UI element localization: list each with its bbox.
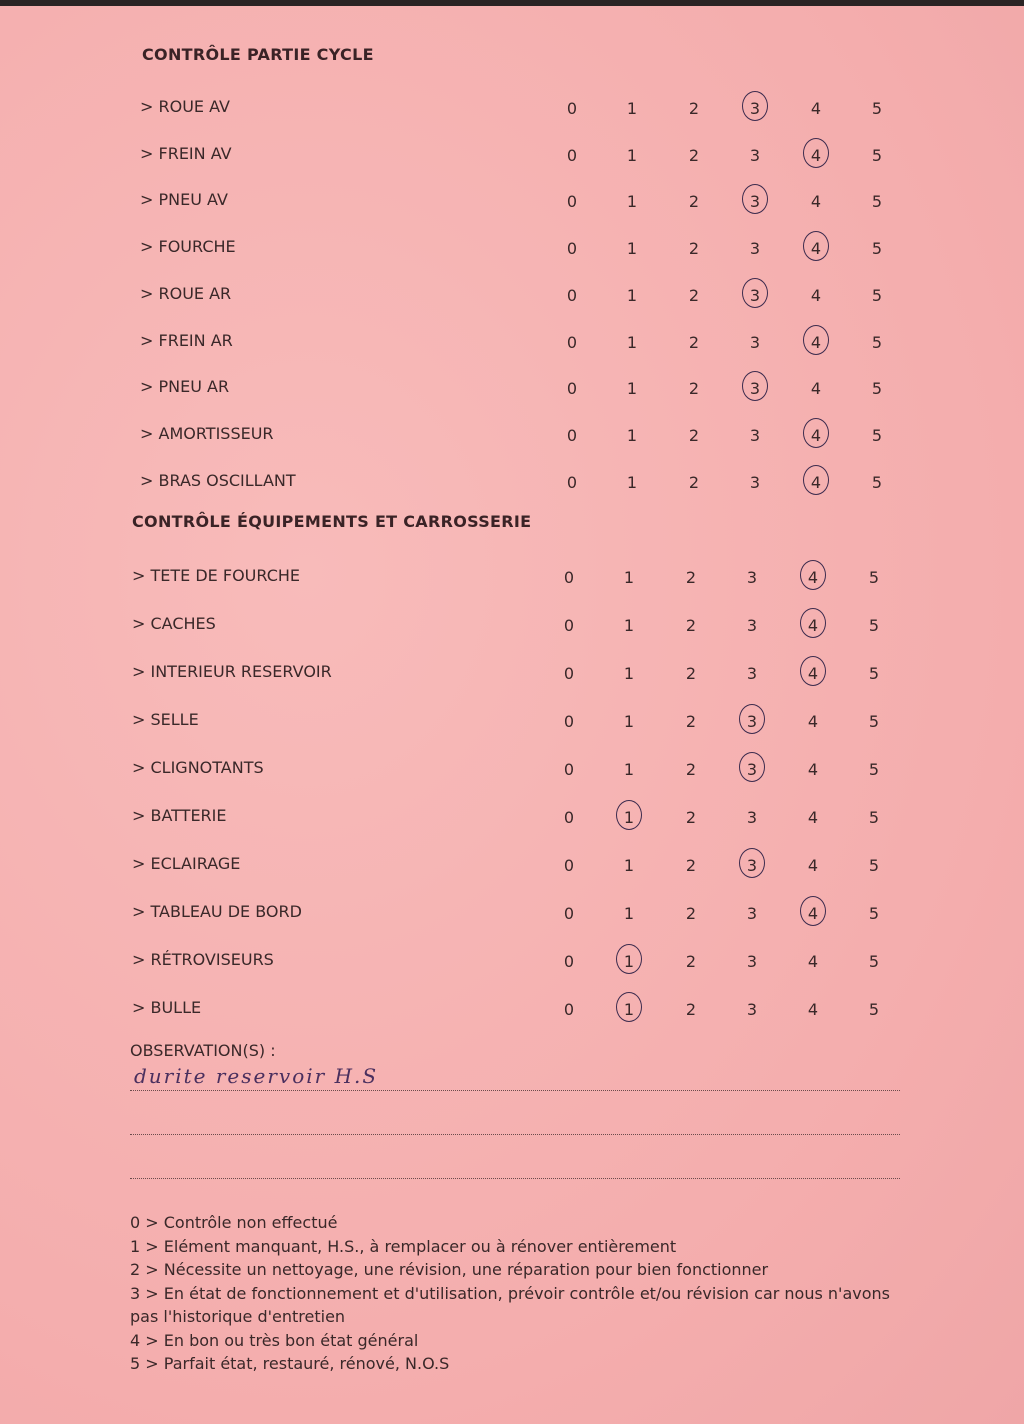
- cycle-rating-option[interactable]: 2: [688, 332, 700, 352]
- equipment-rating-option[interactable]: 5: [868, 616, 880, 635]
- cycle-rating-option[interactable]: 2: [688, 145, 700, 165]
- cycle-rating-option[interactable]: 0: [566, 239, 578, 259]
- cycle-rating-option[interactable]: 2: [688, 99, 700, 118]
- legend-item-3: 3 > En état de fonctionnement et d'utilisation, prévoir contrôle et/ou révision car nous n'avons pas l'historique d'entretien: [130, 1283, 890, 1326]
- equipment-rating-option[interactable]: 5: [868, 856, 880, 875]
- equipment-rating-option[interactable]: 0: [563, 712, 575, 731]
- cycle-rating-option[interactable]: 5: [871, 472, 883, 492]
- equipment-rating-option[interactable]: 4: [807, 904, 819, 923]
- cycle-rating-option[interactable]: 0: [566, 99, 578, 118]
- equipment-row-label: > BULLE: [132, 998, 202, 1017]
- cycle-rating-option[interactable]: 3: [749, 192, 761, 212]
- inspection-sheet: [0, 6, 1024, 1424]
- equipment-rating-option[interactable]: 1: [623, 856, 635, 875]
- cycle-rating-option[interactable]: 5: [871, 239, 883, 259]
- observation-line-1: [130, 1090, 900, 1091]
- cycle-rating-option[interactable]: 3: [749, 472, 761, 492]
- equipment-rating-option[interactable]: 0: [563, 760, 575, 779]
- equipment-rating-option[interactable]: 5: [868, 712, 880, 731]
- selected-rating-circle: [739, 704, 765, 734]
- cycle-rating-option[interactable]: 4: [810, 379, 822, 399]
- equipment-rating-option[interactable]: 5: [868, 808, 880, 827]
- cycle-row-label: > FREIN AR: [140, 330, 233, 350]
- equipment-rating-option[interactable]: 2: [685, 904, 697, 923]
- equipment-rating-option[interactable]: 4: [807, 856, 819, 875]
- cycle-rating-option[interactable]: 1: [626, 99, 638, 118]
- equipment-rating-option[interactable]: 2: [685, 1000, 697, 1019]
- cycle-rating-option[interactable]: 1: [626, 379, 638, 399]
- equipment-rating-option[interactable]: 3: [746, 712, 758, 731]
- equipment-rating-option[interactable]: 3: [746, 856, 758, 875]
- equipment-rating-option[interactable]: 4: [807, 1000, 819, 1019]
- cycle-rating-option[interactable]: 0: [566, 332, 578, 352]
- cycle-row-label: > ROUE AV: [140, 97, 230, 116]
- selected-rating-circle: [742, 278, 768, 308]
- equipment-rating-option[interactable]: 4: [807, 664, 819, 683]
- cycle-rating-option[interactable]: 1: [626, 285, 638, 305]
- equipment-row-label: > SELLE: [132, 710, 199, 729]
- equipment-rating-option[interactable]: 2: [685, 808, 697, 827]
- equipment-rating-option[interactable]: 3: [746, 1000, 758, 1019]
- equipment-row-label: > BATTERIE: [132, 806, 227, 825]
- cycle-rating-option[interactable]: 3: [749, 332, 761, 352]
- cycle-rating-option[interactable]: 3: [749, 239, 761, 259]
- selected-rating-circle: [803, 418, 829, 448]
- cycle-rating-option[interactable]: 4: [810, 145, 822, 165]
- selected-rating-circle: [803, 325, 829, 355]
- equipment-rating-option[interactable]: 2: [685, 952, 697, 971]
- section-title-equipment: CONTRÔLE ÉQUIPEMENTS ET CARROSSERIE: [132, 512, 532, 531]
- equipment-rating-option[interactable]: 1: [623, 760, 635, 779]
- equipment-row-label: > TETE DE FOURCHE: [132, 566, 300, 585]
- equipment-rating-option[interactable]: 3: [746, 616, 758, 635]
- equipment-rating-option[interactable]: 1: [623, 568, 635, 587]
- selected-rating-circle: [742, 91, 768, 121]
- rating-legend: [130, 1211, 890, 1376]
- equipment-rating-option[interactable]: 3: [746, 760, 758, 779]
- cycle-rating-option[interactable]: 5: [871, 425, 883, 445]
- observations-label: OBSERVATION(S) :: [130, 1041, 276, 1060]
- cycle-rating-option[interactable]: 5: [871, 99, 883, 118]
- cycle-row-label: > PNEU AR: [140, 377, 230, 397]
- cycle-rating-option[interactable]: 0: [566, 425, 578, 445]
- legend-item-1: 1 > Elément manquant, H.S., à remplacer ou à rénover entièrement: [130, 1236, 677, 1256]
- cycle-row-label: > BRAS OSCILLANT: [140, 470, 296, 490]
- equipment-rating-option[interactable]: 0: [563, 568, 575, 587]
- equipment-rating-option[interactable]: 1: [623, 808, 635, 827]
- cycle-rating-option[interactable]: 0: [566, 285, 578, 305]
- selected-rating-circle: [803, 231, 829, 261]
- equipment-rating-option[interactable]: 2: [685, 760, 697, 779]
- equipment-rating-option[interactable]: 4: [807, 712, 819, 731]
- cycle-row-label: > PNEU AV: [140, 190, 228, 210]
- equipment-rating-option[interactable]: 4: [807, 568, 819, 587]
- cycle-rating-option[interactable]: 5: [871, 285, 883, 305]
- equipment-rating-option[interactable]: 4: [807, 952, 819, 971]
- cycle-rating-option[interactable]: 5: [871, 192, 883, 212]
- equipment-rating-option[interactable]: 5: [868, 904, 880, 923]
- legend-item-4: 4 > En bon ou très bon état général: [130, 1330, 419, 1350]
- equipment-rating-option[interactable]: 5: [868, 1000, 880, 1019]
- cycle-rating-option[interactable]: 1: [626, 425, 638, 445]
- cycle-rating-option[interactable]: 4: [810, 332, 822, 352]
- cycle-rating-option[interactable]: 1: [626, 192, 638, 212]
- equipment-rating-option[interactable]: 1: [623, 664, 635, 683]
- selected-rating-circle: [803, 138, 829, 168]
- cycle-rating-option[interactable]: 5: [871, 379, 883, 399]
- equipment-rating-option[interactable]: 4: [807, 808, 819, 827]
- equipment-row-label: > CACHES: [132, 614, 216, 633]
- observation-line-2: [130, 1134, 900, 1135]
- cycle-row-label: > AMORTISSEUR: [140, 423, 274, 443]
- selected-rating-circle: [739, 752, 765, 782]
- selected-rating-circle: [742, 371, 768, 401]
- equipment-rating-option[interactable]: 3: [746, 952, 758, 971]
- cycle-rating-option[interactable]: 3: [749, 425, 761, 445]
- equipment-row-label: > ECLAIRAGE: [132, 854, 241, 873]
- cycle-rating-option[interactable]: 0: [566, 472, 578, 492]
- cycle-rating-option[interactable]: 2: [688, 285, 700, 305]
- equipment-rating-option[interactable]: 3: [746, 904, 758, 923]
- equipment-rating-option[interactable]: 1: [623, 712, 635, 731]
- equipment-rating-option[interactable]: 3: [746, 808, 758, 827]
- cycle-rating-option[interactable]: 4: [810, 239, 822, 259]
- cycle-rating-option[interactable]: 4: [810, 472, 822, 492]
- equipment-row-label: > RÉTROVISEURS: [132, 950, 274, 969]
- equipment-rating-option[interactable]: 2: [685, 616, 697, 635]
- equipment-rating-option[interactable]: 0: [563, 1000, 575, 1019]
- legend-item-0: 0 > Contrôle non effectué: [130, 1213, 338, 1232]
- selected-rating-circle: [742, 184, 768, 214]
- cycle-rating-option[interactable]: 1: [626, 472, 638, 492]
- section-title-cycle: CONTRÔLE PARTIE CYCLE: [142, 45, 374, 64]
- equipment-rating-option[interactable]: 2: [685, 856, 697, 875]
- equipment-rating-option[interactable]: 1: [623, 1000, 635, 1019]
- equipment-rating-option[interactable]: 2: [685, 712, 697, 731]
- observation-line-3: [130, 1178, 900, 1179]
- equipment-row-label: > TABLEAU DE BORD: [132, 902, 302, 921]
- cycle-rating-option[interactable]: 2: [688, 239, 700, 259]
- equipment-rating-option[interactable]: 0: [563, 952, 575, 971]
- legend-item-2: 2 > Nécessite un nettoyage, une révision, une réparation pour bien fonctionner: [130, 1260, 769, 1279]
- cycle-rating-option[interactable]: 4: [810, 192, 822, 212]
- cycle-rating-option[interactable]: 0: [566, 379, 578, 399]
- cycle-rating-option[interactable]: 4: [810, 285, 822, 305]
- legend-item-5: 5 > Parfait état, restauré, rénové, N.O.S: [130, 1354, 450, 1373]
- equipment-rating-option[interactable]: 3: [746, 568, 758, 587]
- cycle-row-label: > ROUE AR: [140, 283, 232, 303]
- selected-rating-circle: [800, 656, 826, 686]
- selected-rating-circle: [616, 992, 642, 1022]
- cycle-rating-option[interactable]: 2: [688, 192, 700, 212]
- equipment-rating-option[interactable]: 0: [563, 616, 575, 635]
- cycle-rating-option[interactable]: 2: [688, 379, 700, 399]
- equipment-rating-option[interactable]: 5: [868, 664, 880, 683]
- selected-rating-circle: [800, 896, 826, 926]
- selected-rating-circle: [803, 465, 829, 495]
- cycle-rating-option[interactable]: 3: [749, 379, 761, 399]
- selected-rating-circle: [800, 560, 826, 590]
- equipment-rating-option[interactable]: 5: [868, 760, 880, 779]
- cycle-rating-option[interactable]: 5: [871, 332, 883, 352]
- selected-rating-circle: [739, 848, 765, 878]
- equipment-rating-option[interactable]: 4: [807, 760, 819, 779]
- equipment-rating-option[interactable]: 3: [746, 664, 758, 683]
- cycle-rating-option[interactable]: 2: [688, 472, 700, 492]
- equipment-rating-option[interactable]: 1: [623, 904, 635, 923]
- cycle-rating-option[interactable]: 3: [749, 145, 761, 165]
- equipment-rating-option[interactable]: 0: [563, 856, 575, 875]
- equipment-rating-option[interactable]: 0: [563, 904, 575, 923]
- equipment-rating-option[interactable]: 5: [868, 568, 880, 587]
- cycle-rating-option[interactable]: 1: [626, 332, 638, 352]
- equipment-rating-option[interactable]: 5: [868, 952, 880, 971]
- selected-rating-circle: [616, 800, 642, 830]
- cycle-rating-option[interactable]: 4: [810, 99, 822, 118]
- selected-rating-circle: [800, 608, 826, 638]
- equipment-rating-option[interactable]: 2: [685, 568, 697, 587]
- equipment-rating-option[interactable]: 2: [685, 664, 697, 683]
- equipment-rating-option[interactable]: 0: [563, 808, 575, 827]
- cycle-rating-option[interactable]: 3: [749, 285, 761, 305]
- cycle-rating-option[interactable]: 3: [749, 99, 761, 118]
- observation-handwritten-note: durite reservoir H.S: [134, 1064, 379, 1088]
- equipment-row-label: > INTERIEUR RESERVOIR: [132, 662, 332, 681]
- cycle-row-label: > FREIN AV: [140, 143, 232, 163]
- selected-rating-circle: [616, 944, 642, 974]
- cycle-rating-option[interactable]: 0: [566, 192, 578, 212]
- cycle-rating-option[interactable]: 5: [871, 145, 883, 165]
- equipment-rating-option[interactable]: 1: [623, 616, 635, 635]
- cycle-rating-option[interactable]: 1: [626, 239, 638, 259]
- equipment-rating-option[interactable]: 1: [623, 952, 635, 971]
- cycle-rating-option[interactable]: 2: [688, 425, 700, 445]
- cycle-rating-option[interactable]: 0: [566, 145, 578, 165]
- equipment-row-label: > CLIGNOTANTS: [132, 758, 264, 777]
- equipment-rating-option[interactable]: 4: [807, 616, 819, 635]
- cycle-row-label: > FOURCHE: [140, 237, 236, 257]
- cycle-rating-option[interactable]: 1: [626, 145, 638, 165]
- cycle-rating-option[interactable]: 4: [810, 425, 822, 445]
- equipment-rating-option[interactable]: 0: [563, 664, 575, 683]
